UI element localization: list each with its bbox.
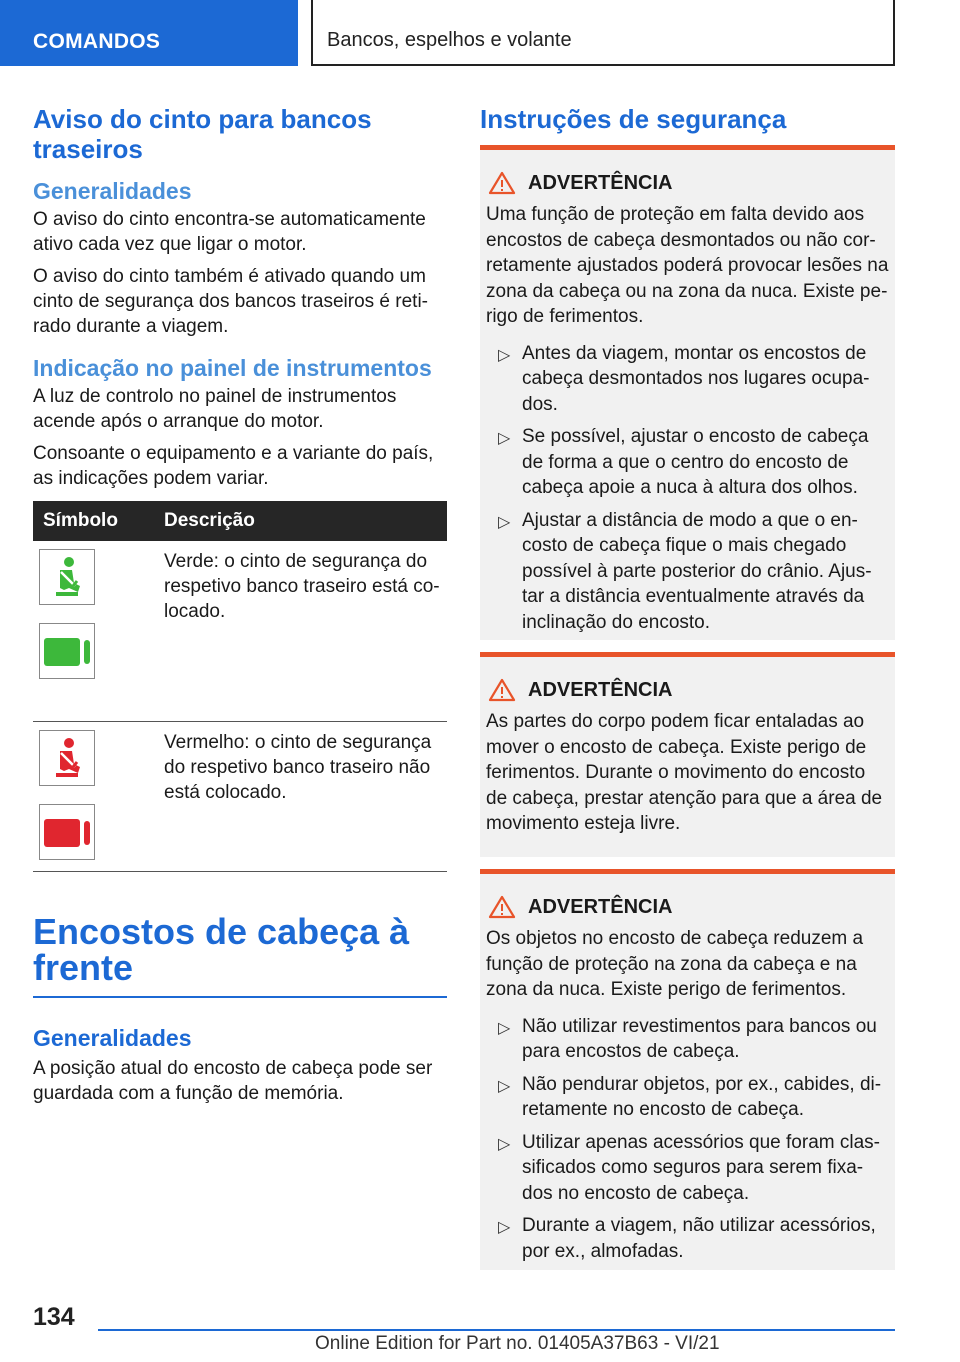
subheading-instrument-panel: Indicação no painel de instrumentos — [33, 355, 432, 381]
footer-divider — [98, 1329, 895, 1331]
subheading-general-2: Generalidades — [33, 1024, 192, 1051]
warning-triangle-icon — [488, 171, 516, 195]
paragraph-3: A luz de controlo no painel de instrumentos acende após o arranque do motor. — [33, 386, 397, 432]
table-row — [33, 541, 447, 721]
triangle-bullet-icon: ▷ — [498, 346, 511, 364]
rear-seat-indicator-icon — [39, 623, 95, 679]
triangle-bullet-icon: ▷ — [498, 430, 511, 447]
rear-seat-indicator-icon — [39, 804, 95, 860]
description-cell: Vermelho: o cinto de segurança do respetivo banco traseiro não está colocado. — [162, 721, 447, 871]
warning-text: Os objetos no encosto de cabeça reduzem a função de proteção na zona da cabeça e na zona da nuca. Existe perigo de ferimentos. — [486, 928, 864, 1000]
warning-list — [480, 330, 895, 636]
paragraph-2: O aviso do cinto também é ativado quando um cinto de segurança dos bancos traseiros é reti-rado durante a viagem. — [33, 266, 428, 337]
warning-box-3 — [480, 869, 895, 1270]
warning-title — [480, 874, 895, 922]
header-section-tab — [0, 0, 298, 66]
warning-label: ADVERTÊNCIA — [528, 171, 673, 194]
symbol-table — [33, 501, 447, 872]
warning-label: ADVERTÊNCIA — [528, 678, 673, 701]
warning-title — [480, 657, 895, 705]
warning-title — [480, 150, 895, 198]
paragraph-1: O aviso do cinto encontra-se automaticamente ativo cada vez que ligar o motor. — [33, 209, 426, 255]
warning-box-2 — [480, 652, 895, 857]
header-chapter-label: Bancos, espelhos e volante — [327, 29, 572, 51]
section-title-front-headrests: Encostos de cabeça à frente — [33, 910, 410, 988]
triangle-bullet-icon: ▷ — [498, 1077, 511, 1095]
list-item: ▷ Não pendurar objetos, por ex., cabides, di-retamente no encosto de cabeça. — [498, 1073, 882, 1120]
triangle-bullet-icon: ▷ — [498, 1135, 511, 1153]
triangle-bullet-icon: ▷ — [498, 1219, 511, 1236]
symbol-cell — [33, 721, 162, 871]
description-cell: Verde: o cinto de segurança do respetivo banco traseiro está co-locado. — [162, 541, 447, 721]
list-item: ▷ Se possível, ajustar o encosto de cabeça de forma a que o centro do encosto de cabeça apoie a nuca à altura dos olhos. — [498, 426, 869, 498]
subheading-general-1: Generalidades — [33, 178, 192, 204]
warning-list — [480, 1003, 895, 1265]
seatbelt-icon — [39, 730, 95, 786]
section-title-safety: Instruções de segurança — [480, 104, 787, 134]
page-number: 134 — [33, 1303, 75, 1331]
header-chapter-box — [311, 0, 895, 66]
list-item: ▷ Durante a viagem, não utilizar acessórios, por ex., almofadas. — [498, 1215, 876, 1262]
section-title-seatbelt-warning: Aviso do cinto para bancos traseiros — [33, 104, 372, 164]
footer-edition: Online Edition for Part no. 01405A37B63 - VI/21 — [315, 1333, 720, 1354]
list-item: ▷ Não utilizar revestimentos para bancos ou para encostos de cabeça. — [498, 1015, 877, 1062]
warning-text: Uma função de proteção em falta devido aos encostos de cabeça desmontados ou não cor-retamente ajustados poderá provocar lesões na zona da cabeça ou na zona da nuca. Existe pe-rigo de ferimentos. — [486, 204, 889, 327]
list-item: ▷ Utilizar apenas acessórios que foram clas-sificados como seguros para serem fixa-dos no encosto de cabeça. — [498, 1131, 880, 1204]
warning-text: As partes do corpo podem ficar entaladas ao mover o encosto de cabeça. Existe perigo de ferimentos. Durante o movimento do encosto de cabeça, prestar atenção para que a área de movimento esteja livre. — [486, 711, 883, 834]
list-item: ▷ Ajustar a distância de modo a que o en-costo de cabeça fique o mais chegado possível à parte posterior do crânio. Ajus-tar a distância eventualmente através da inclinação do encosto. — [498, 509, 872, 633]
symbol-cell — [33, 541, 162, 721]
left-column — [33, 104, 447, 1106]
table-header-symbol: Símbolo — [33, 501, 162, 541]
paragraph-5: A posição atual do encosto de cabeça pode ser guardada com a função de memória. — [33, 1057, 433, 1104]
table-header-row — [33, 501, 447, 541]
warning-triangle-icon — [488, 895, 516, 919]
warning-triangle-icon — [488, 678, 516, 702]
title-divider — [33, 996, 447, 998]
warning-label: ADVERTÊNCIA — [528, 895, 673, 918]
seatbelt-icon — [39, 549, 95, 605]
paragraph-4: Consoante o equipamento e a variante do país, as indicações podem variar. — [33, 443, 434, 489]
table-row — [33, 721, 447, 871]
triangle-bullet-icon: ▷ — [498, 513, 511, 531]
list-item: ▷ Antes da viagem, montar os encostos de cabeça desmontados nos lugares ocupa-dos. — [498, 342, 870, 415]
triangle-bullet-icon: ▷ — [498, 1019, 511, 1037]
warning-box-1 — [480, 145, 895, 640]
header-section-label: COMANDOS — [33, 30, 161, 53]
right-column — [480, 104, 895, 134]
table-header-description: Descrição — [162, 501, 447, 541]
